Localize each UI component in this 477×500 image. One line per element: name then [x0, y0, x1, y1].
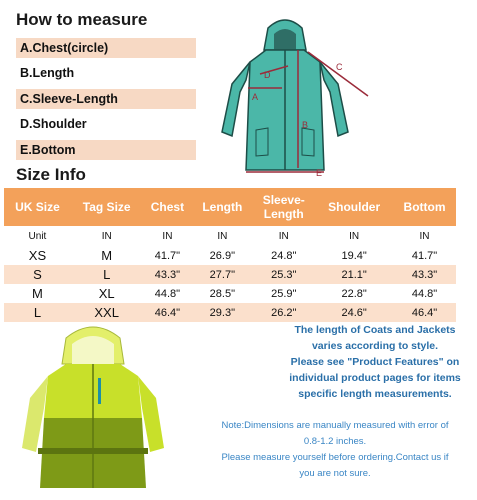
diagram-label-a: A	[252, 92, 259, 102]
measurement-item: A.Chest(circle)	[16, 38, 196, 58]
diagram-label-d: D	[264, 70, 271, 80]
diagram-label-e: E	[316, 168, 323, 178]
table-cell: M	[101, 248, 113, 263]
table-cell: 44.8"	[411, 287, 438, 300]
table-cell: 24.6"	[315, 303, 393, 322]
table-cell: 21.1"	[315, 265, 393, 284]
table-cell: IN	[162, 230, 173, 242]
measuring-diagram-jacket	[210, 10, 380, 180]
table-cell: 26.9"	[209, 249, 235, 262]
table-row	[4, 284, 456, 303]
table-cell: IN	[101, 230, 112, 242]
table-cell: L	[71, 265, 143, 284]
table-cell: 43.3"	[142, 265, 192, 284]
table-cell: M	[32, 286, 43, 301]
measurement-item: C.Sleeve-Length	[16, 89, 196, 109]
col-bottom: Bottom	[393, 188, 456, 226]
table-cell: S	[4, 265, 71, 284]
table-cell: 41.7"	[154, 249, 181, 262]
table-cell: 46.4"	[393, 303, 456, 322]
size-info-title: Size Info	[16, 165, 86, 184]
col-sleeve-length: Sleeve- Length	[252, 188, 315, 226]
dimension-note-line: you are not sure.	[299, 468, 371, 479]
table-cell: 41.7"	[411, 249, 438, 262]
length-note-line: specific length measurements.	[298, 388, 452, 400]
table-cell: 19.4"	[341, 249, 367, 262]
dimension-note-line: Note:Dimensions are manually measured with error of	[221, 420, 449, 431]
table-cell: L	[4, 303, 71, 322]
length-note-line: The length of Coats and Jackets	[294, 324, 456, 336]
table-cell: 46.4"	[142, 303, 192, 322]
dimension-note-line: Please measure yourself before ordering.Contact us if	[221, 452, 449, 463]
table-cell: XS	[28, 248, 47, 263]
table-header-row	[4, 188, 456, 226]
size-table	[4, 188, 456, 322]
dimension-note	[200, 418, 470, 482]
measurement-item: E.Bottom	[16, 140, 196, 160]
table-cell: 26.2"	[252, 303, 315, 322]
diagram-label-b: B	[302, 120, 309, 130]
table-cell: IN	[349, 230, 360, 242]
measurement-item: B.Length	[20, 66, 75, 80]
length-note-line: Please see "Product Features" on	[290, 356, 460, 368]
col-tag-size: Tag Size	[71, 188, 143, 226]
diagram-label-c: C	[336, 62, 343, 72]
table-cell: IN	[217, 230, 228, 242]
col-shoulder: Shoulder	[315, 188, 393, 226]
table-cell: IN	[419, 230, 430, 242]
length-note-line: varies according to style.	[311, 340, 439, 352]
measurement-item: D.Shoulder	[20, 117, 87, 131]
table-cell: IN	[278, 230, 289, 242]
length-note-line: individual product pages for items	[289, 372, 461, 384]
how-to-measure-title: How to measure	[16, 10, 148, 29]
table-cell: 22.8"	[341, 287, 367, 300]
table-cell: 29.3"	[192, 303, 252, 322]
table-row	[4, 246, 456, 265]
dimension-note-line: 0.8-1.2 inches.	[303, 436, 367, 447]
table-cell: Unit	[28, 230, 47, 242]
unit-row	[4, 226, 456, 246]
table-cell: 24.8"	[271, 249, 297, 262]
table-cell: XXL	[71, 303, 143, 322]
table-cell: 43.3"	[393, 265, 456, 284]
table-cell: 28.5"	[209, 287, 235, 300]
table-cell: XL	[98, 286, 115, 301]
col-chest: Chest	[142, 188, 192, 226]
table-row	[4, 265, 456, 284]
table-cell: 25.3"	[252, 265, 315, 284]
table-cell: 27.7"	[192, 265, 252, 284]
col-length: Length	[192, 188, 252, 226]
table-cell: 25.9"	[271, 287, 297, 300]
jacket-product-image	[18, 318, 168, 498]
length-note	[280, 322, 470, 402]
col-uk-size: UK Size	[4, 188, 71, 226]
table-cell: 44.8"	[154, 287, 181, 300]
